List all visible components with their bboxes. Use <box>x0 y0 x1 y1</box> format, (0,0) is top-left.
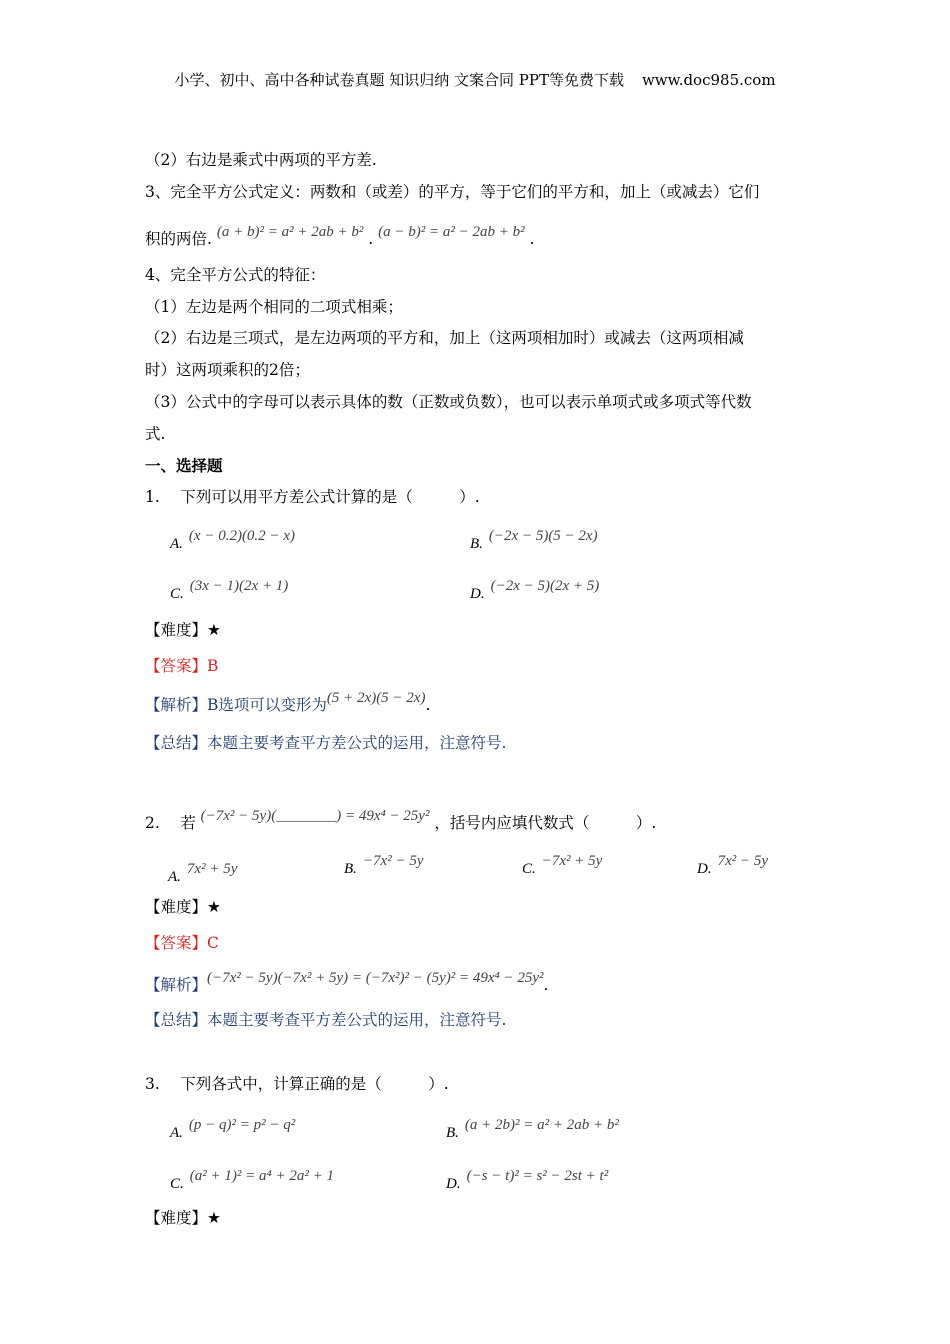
q2-option-a <box>168 858 238 885</box>
q3-stem: 3. 下列各式中，计算正确的是（ ）. <box>145 1075 449 1093</box>
q2-option-c-formula: −7x² + 5y <box>541 853 603 869</box>
q3-option-d-formula: (−s − t)² = s² − 2st + t² <box>466 1168 609 1184</box>
q3-difficulty <box>145 1208 221 1228</box>
q2-option-d-label: D. <box>697 861 712 877</box>
q2-summary-text: 本题主要考查平方差公式的运用，注意符号. <box>207 1011 507 1029</box>
q3-option-a <box>170 1117 296 1143</box>
q1-option-c <box>170 578 289 604</box>
q3-option-a-formula: (p − q)² = p² − q² <box>188 1117 296 1133</box>
intro-line-4: 4、完全平方公式的特征： <box>145 266 326 284</box>
q3-option-a-label: A. <box>170 1125 183 1141</box>
q1-analysis <box>145 690 431 716</box>
q1-option-d-formula: (−2x − 5)(2x + 5) <box>490 578 600 594</box>
star-icon: ★ <box>207 898 221 916</box>
q3-option-b-label: B. <box>446 1125 459 1141</box>
header-url[interactable]: www.doc985.com <box>641 71 776 89</box>
page-header <box>0 70 950 90</box>
q1-option-a-formula: (x − 0.2)(0.2 − x) <box>188 528 295 544</box>
q2-stem <box>145 808 657 834</box>
q2-difficulty <box>145 897 221 917</box>
q2-analysis-end: . <box>543 976 549 994</box>
section-title: 一、选择题 <box>145 456 223 475</box>
q1-analysis-tag: 【解析】 <box>145 696 208 714</box>
q2-difficulty-tag: 【难度】 <box>145 898 208 916</box>
q2-answer-tag: 【答案】 <box>145 934 208 952</box>
q3-option-c-label: C. <box>170 1176 184 1192</box>
q2-option-d-formula: 7x² − 5y <box>717 853 769 869</box>
q2-answer-value: C <box>207 934 219 952</box>
q2-option-d <box>697 853 769 879</box>
q1-analysis-text: B选项可以变形为 <box>207 696 327 714</box>
q2-analysis-formula: (−7x² − 5y)(−7x² + 5y) = (−7x²)² − (5y)² = 49x⁴ − 25y² <box>207 970 544 986</box>
q1-analysis-end: . <box>425 696 431 714</box>
q1-difficulty <box>145 620 221 640</box>
q2-summary <box>145 1010 506 1030</box>
q2-option-b-label: B. <box>344 861 357 877</box>
q3-option-b <box>446 1117 619 1143</box>
q2-option-b <box>344 853 424 879</box>
q2-option-a-formula: 7x² + 5y <box>186 861 238 877</box>
q2-option-c <box>522 853 603 879</box>
intro-line-3-text: 积的两倍. <box>145 230 212 248</box>
intro-line-8: （3）公式中的字母可以表示具体的数（正数或负数），也可以表示单项式或多项式等代数 <box>145 393 752 411</box>
q2-option-a-label: A. <box>168 869 181 885</box>
formula-square-sum: (a + b)² = a² + 2ab + b² <box>216 224 364 240</box>
q2-analysis-tag: 【解析】 <box>145 976 208 994</box>
star-icon: ★ <box>207 621 221 639</box>
intro-line-5: （1）左边是两个相同的二项式相乘； <box>145 298 403 316</box>
q1-answer-value: B <box>207 657 219 675</box>
q1-option-c-label: C. <box>170 586 184 602</box>
intro-line-1: （2）右边是乘式中两项的平方差. <box>145 151 377 169</box>
formula-square-diff: (a − b)² = a² − 2ab + b² <box>378 224 525 240</box>
star-icon: ★ <box>207 1209 221 1227</box>
q1-summary-text: 本题主要考查平方差公式的运用，注意符号. <box>207 734 507 752</box>
intro-line-3 <box>145 224 535 250</box>
q3-difficulty-tag: 【难度】 <box>145 1209 208 1227</box>
q1-answer-tag: 【答案】 <box>145 657 208 675</box>
q2-answer <box>145 933 219 953</box>
q1-answer <box>145 656 218 676</box>
q2-num: 2. 若 <box>145 814 196 832</box>
q1-summary <box>145 733 506 753</box>
q2-analysis <box>145 970 549 996</box>
q1-option-d-label: D. <box>470 586 485 602</box>
q1-difficulty-tag: 【难度】 <box>145 621 208 639</box>
q3-option-d <box>446 1168 609 1194</box>
q3-option-d-label: D. <box>446 1176 461 1192</box>
q1-summary-tag: 【总结】 <box>145 734 208 752</box>
q1-option-d <box>470 578 600 604</box>
q2-summary-tag: 【总结】 <box>145 1011 208 1029</box>
intro-line-7: 时）这两项乘积的2倍； <box>145 361 310 379</box>
q1-analysis-formula: (5 + 2x)(5 − 2x) <box>326 690 426 706</box>
formula-sep: . <box>368 230 374 248</box>
q1-option-b-formula: (−2x − 5)(5 − 2x) <box>488 528 598 544</box>
intro-line-2: 3、完全平方公式定义：两数和（或差）的平方，等于它们的平方和，加上（或减去）它们 <box>145 183 760 201</box>
q3-option-c <box>170 1168 334 1194</box>
q3-option-b-formula: (a + 2b)² = a² + 2ab + b² <box>464 1117 619 1133</box>
q2-option-b-formula: −7x² − 5y <box>362 853 424 869</box>
intro-line-9: 式. <box>145 425 166 443</box>
q1-option-b-label: B. <box>470 536 483 552</box>
q1-option-b <box>470 528 598 554</box>
header-text: 小学、初中、高中各种试卷真题 知识归纳 文案合同 PPT等免费下载 <box>174 71 624 89</box>
q1-option-c-formula: (3x − 1)(2x + 1) <box>189 578 289 594</box>
q1-option-a <box>170 528 295 554</box>
q1-stem: 1. 下列可以用平方差公式计算的是（ ）. <box>145 488 480 506</box>
q2-option-c-label: C. <box>522 861 536 877</box>
q3-option-c-formula: (a² + 1)² = a⁴ + 2a² + 1 <box>189 1168 334 1184</box>
formula-end: . <box>529 230 535 248</box>
intro-line-6: （2）右边是三项式，是左边两项的平方和，加上（这两项相加时）或减去（这两项相减 <box>145 329 744 347</box>
q2-rest: ，括号内应填代数式（ ）. <box>434 814 657 832</box>
q2-formula: (−7x² − 5y)(________) = 49x⁴ − 25y² <box>200 808 430 824</box>
q1-option-a-label: A. <box>170 536 183 552</box>
